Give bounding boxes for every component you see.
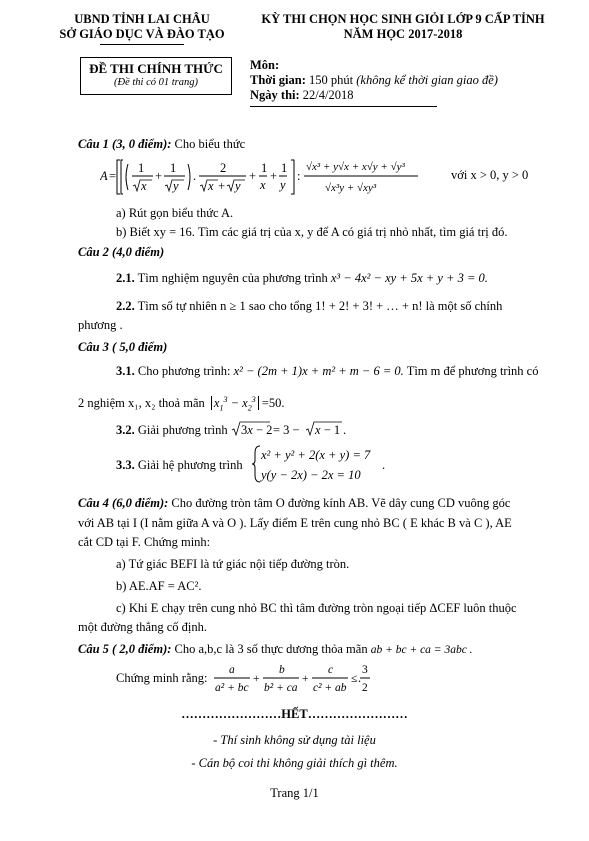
q3-p1-label: 3.1.	[116, 364, 135, 378]
q3-p1-continuation	[78, 392, 285, 416]
svg-text:x − 1: x − 1	[315, 423, 341, 437]
end-marker: ……………………HẾT……………………	[181, 707, 408, 721]
svg-text:≤: ≤	[351, 673, 358, 685]
svg-text:= 3 −: = 3 −	[273, 423, 300, 437]
svg-text:+: +	[155, 169, 163, 183]
svg-text:b: b	[279, 664, 285, 676]
office-name: SỞ GIÁO DỤC VÀ ĐÀO TẠO	[59, 27, 225, 41]
svg-text::: :	[297, 169, 301, 183]
svg-text:+: +	[249, 169, 257, 183]
header-right	[238, 12, 568, 42]
q1-part-a: a) Rút gọn biểu thức A.	[116, 206, 234, 220]
svg-text:y: y	[173, 179, 179, 193]
q3-part2	[116, 423, 228, 438]
q3-system-equation	[251, 443, 391, 485]
svg-text:+: +	[218, 179, 226, 193]
q4-title: Câu 4 (6,0 điểm):	[78, 496, 169, 510]
q3-p1-text: Cho phương trình:	[137, 364, 231, 378]
q3-part1	[116, 364, 538, 379]
q5-condition: ab + bc + ca = 3abc .	[370, 644, 473, 656]
q5-period: .	[358, 671, 362, 685]
svg-text:A: A	[100, 169, 108, 183]
q3-p2-text: Giải phương trình	[137, 423, 228, 437]
q4-line3: cắt CD tại F. Chứng minh:	[78, 535, 211, 549]
svg-text:c² + ab: c² + ab	[313, 682, 347, 694]
q4-line1	[78, 496, 510, 511]
q1-heading	[78, 137, 245, 152]
svg-text:y: y	[235, 179, 241, 193]
svg-text:1: 1	[138, 161, 145, 175]
department-name: UBND TỈNH LAI CHÂU	[74, 12, 210, 26]
q5-inequality	[212, 660, 372, 696]
header-left-underline	[100, 44, 184, 45]
q3-abs-expression: $x_1^3 - x_2^3$	[211, 396, 259, 410]
q1-intro: Cho biểu thức	[174, 137, 246, 151]
svg-text:x: x	[260, 178, 266, 192]
q3-p2-equation	[230, 419, 350, 439]
q5-title: Câu 5 ( 2,0 điểm):	[78, 642, 172, 656]
footer-note-1: - Thí sinh không sử dụng tài liệu	[213, 733, 376, 747]
svg-text:c: c	[328, 664, 334, 676]
q2-title: Câu 2 (4,0 điểm)	[78, 245, 165, 259]
svg-text:.: .	[343, 423, 347, 437]
official-subtitle: (Đề thi có 01 trang)	[114, 77, 198, 88]
q2-p1-text: Tìm nghiệm nguyên của phương trình	[137, 271, 328, 285]
svg-text:x: x	[141, 179, 147, 193]
school-year: NĂM HỌC 2017-2018	[343, 27, 463, 41]
official-exam-box	[80, 57, 232, 95]
info-underline	[250, 106, 437, 107]
q3-p2-label: 3.2.	[116, 423, 135, 437]
time-note: (không kể thời gian giao đề)	[356, 73, 498, 87]
q1-part-b: b) Biết xy = 16. Tìm các giá trị của x, y để A có giá trị nhỏ nhất, tìm giá trị đó.	[116, 225, 508, 239]
time-row	[250, 73, 498, 88]
q4-part-c: c) Khi E chạy trên cung nhỏ BC thì tâm đường tròn ngoại tiếp ΔCEF luôn thuộc	[116, 601, 517, 615]
svg-text:2: 2	[220, 161, 227, 175]
q3-p1-condition: =50.	[261, 396, 285, 411]
svg-text:+: +	[253, 673, 260, 685]
q2-p2-continuation: phương .	[78, 318, 123, 332]
svg-text:+: +	[302, 673, 309, 685]
svg-text:1: 1	[261, 161, 268, 175]
footer-note-2: - Cán bộ coi thi không giải thích gì thêm.	[191, 756, 398, 770]
q5-text: Cho a,b,c là 3 số thực dương thỏa mãn	[174, 642, 368, 656]
date-row	[250, 88, 353, 103]
q2-p1-label: 2.1.	[116, 271, 135, 285]
q3-p3-text: Giải hệ phương trình	[137, 458, 243, 472]
q4-part-b: b) AE.AF = AC².	[116, 579, 202, 593]
svg-text:y: y	[280, 178, 286, 192]
header-left	[52, 12, 232, 42]
svg-text:y(y − 2x) − 2x = 10: y(y − 2x) − 2x = 10	[261, 468, 361, 482]
svg-text:.: .	[193, 169, 197, 183]
svg-text:1: 1	[281, 161, 288, 175]
q3-p1-cont-text: 2 nghiệm x₁, x₂ thoả mãn	[78, 396, 205, 411]
subject-label: Môn:	[250, 58, 280, 72]
svg-text:a² + bc: a² + bc	[215, 682, 249, 694]
q1-condition: với x > 0, y > 0	[451, 168, 529, 182]
svg-text:3: 3	[362, 664, 368, 676]
time-value: 150 phút	[309, 73, 354, 87]
svg-text:.: .	[382, 458, 386, 472]
q2-p2-text: Tìm số tự nhiên n ≥ 1 sao cho tổng 1! + 2! + 3! + … + n! là một số chính	[137, 299, 503, 313]
svg-text:x: x	[208, 179, 214, 193]
svg-text:3x − 2: 3x − 2	[241, 423, 273, 437]
q3-title: Câu 3 ( 5,0 điểm)	[78, 340, 168, 354]
q4-line2: với AB tại I (I nằm giữa A và O ). Lấy điểm E trên cung nhỏ BC ( E khác B và C ), AE	[78, 516, 512, 530]
svg-text:1: 1	[170, 161, 177, 175]
page-number: Trang 1/1	[270, 786, 319, 800]
q5-prove-label: Chứng minh rằng:	[116, 671, 208, 685]
q2-p2-label: 2.2.	[116, 299, 135, 313]
q3-p3-label: 3.3.	[116, 458, 135, 472]
svg-text:2: 2	[362, 682, 368, 694]
svg-text:√x³y + √xy³: √x³y + √xy³	[325, 182, 377, 194]
svg-text:√x³ + y√x + x√y + √y³: √x³ + y√x + x√y + √y³	[306, 161, 405, 173]
q3-p1-tail: Tìm m để phương trình có	[406, 364, 539, 378]
time-label: Thời gian:	[250, 73, 306, 87]
q1-formula	[100, 156, 440, 198]
q2-p1-equation: x³ − 4x² − xy + 5x + y + 3 = 0.	[330, 271, 488, 285]
q4-part-c-continuation: một đường thẳng cố định.	[78, 620, 207, 634]
svg-text:+: +	[270, 169, 278, 183]
official-title: ĐỀ THI CHÍNH THỨC	[89, 61, 223, 76]
exam-name: KỲ THI CHỌN HỌC SINH GIỎI LỚP 9 CẤP TỈNH	[261, 12, 545, 26]
date-label: Ngày thi:	[250, 88, 300, 102]
date-value: 22/4/2018	[302, 88, 354, 102]
svg-text:x² + y² + 2(x + y) = 7: x² + y² + 2(x + y) = 7	[261, 448, 371, 462]
q5-line1	[78, 642, 473, 658]
svg-text:b² + ca: b² + ca	[264, 682, 298, 694]
q3-part3	[116, 458, 243, 473]
q1-title: Câu 1 (3, 0 điểm):	[78, 137, 172, 151]
svg-text:a: a	[229, 664, 235, 676]
q4-text1: Cho đường tròn tâm O đường kính AB. Vẽ dây cung CD vuông góc	[171, 496, 511, 510]
svg-text:=: =	[109, 169, 117, 183]
q3-p1-equation: x² − (2m + 1)x + m² + m − 6 = 0.	[233, 364, 404, 378]
q2-part2	[116, 299, 502, 314]
q2-part1	[116, 271, 488, 286]
q4-part-a: a) Tứ giác BEFI là tứ giác nội tiếp đường tròn.	[116, 557, 350, 571]
